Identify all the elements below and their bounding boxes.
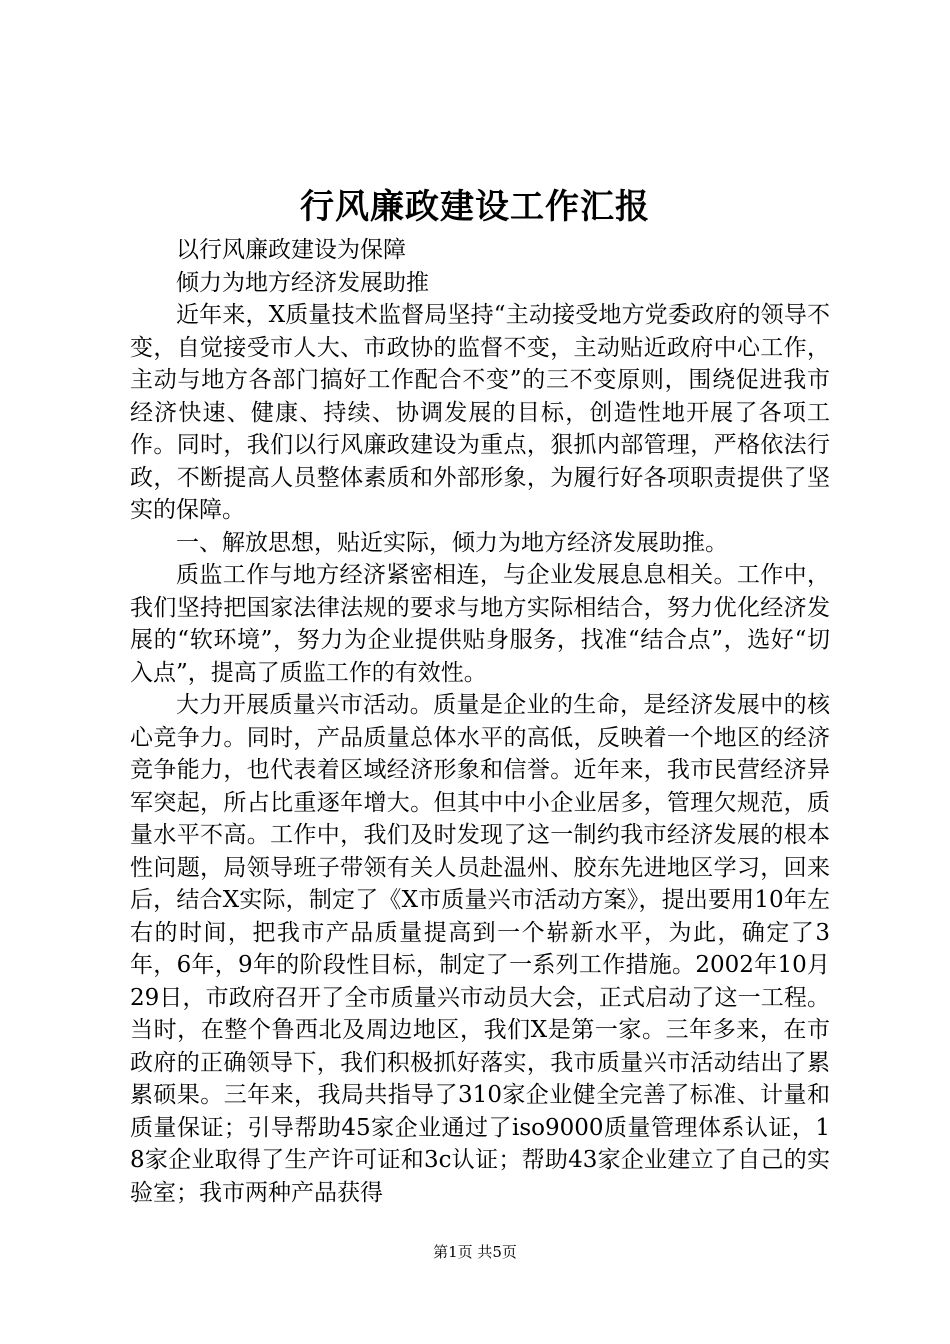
document-title: 行风廉政建设工作汇报 (300, 187, 650, 227)
subtitle-line-2: 倾力为地方经济发展助推 (176, 269, 429, 296)
page-footer: 第1页 共5页 (433, 1243, 517, 1261)
subtitle-line-1: 以行风廉政建设为保障 (176, 237, 406, 263)
paragraph-quality-supervision: 质监工作与地方经济紧密相连，与企业发展息息相关。工作中，我们坚持把国家法律法规的要求与地方实际相结合，努力优化经济发展的“软环境”，努力为企业提供贴身服务，找准“结合点”，选好“切入点”，提高了质监工作的有效性。 (130, 562, 830, 686)
document-body (130, 234, 830, 1209)
paragraph-quality-city: 大力开展质量兴市活动。质量是企业的生命，是经济发展中的核心竞争力。同时，产品质量总体水平的高低，反映着一个地区的经济竞争能力，也代表着区域经济形象和信誉。近年来，我市民营经济异军突起，所占比重逐年增大。但其中中小企业居多，管理欠规范，质量水平不高。工作中，我们及时发现了这一制约我市经济发展的根本性问题，局领导班子带领有关人员赴温州、胶东先进地区学习，回来后，结合X实际，制定了《X市质量兴市活动方案》，提出要用10年左右的时间，把我市产品质量提高到一个崭新水平，为此，确定了3年，6年，9年的阶段性目标，制定了一系列工作措施。2002年10月29日，市政府召开了全市质量兴市动员大会，正式启动了这一工程。当时，在整个鲁西北及周边地区，我们X是第一家。三年多来，在市政府的正确领导下，我们积极抓好落实，我市质量兴市活动结出了累累硕果。三年来，我局共指导了310家企业健全完善了标准、计量和质量保证；引导帮助45家企业通过了iso9000质量管理体系认证，18家企业取得了生产许可证和3c认证；帮助43家企业建立了自己的实验室；我市两种产品获得 (130, 692, 830, 1206)
section-heading-1: 一、解放思想，贴近实际，倾力为地方经济发展助推。 (176, 529, 728, 556)
paragraph-intro: 近年来，X质量技术监督局坚持“主动接受地方党委政府的领导不变，自觉接受市人大、市政协的监督不变，主动贴近政府中心工作，主动与地方各部门搞好工作配合不变”的三不变原则，围绕促进我市经济快速、健康、持续、协调发展的目标，创造性地开展了各项工作。同时，我们以行风廉政建设为重点，狠抓内部管理，严格依法行政，不断提高人员整体素质和外部形象，为履行好各项职责提供了坚实的保障。 (130, 302, 830, 523)
